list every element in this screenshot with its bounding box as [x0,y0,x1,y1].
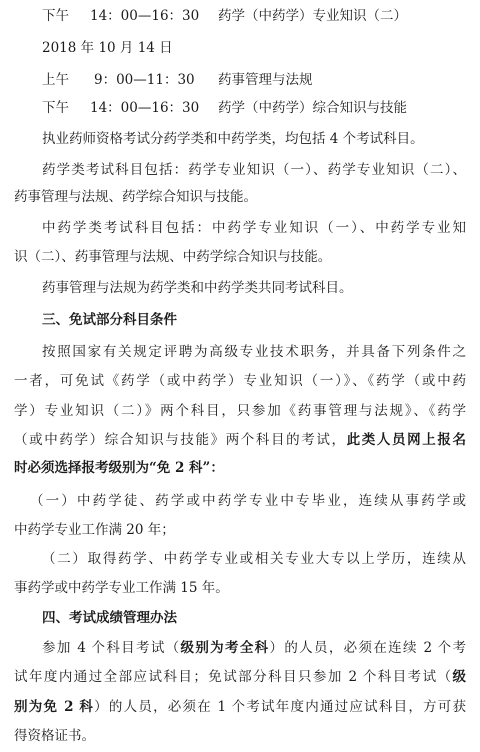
inline-bold-text: 级别为考全科 [180,640,270,656]
paragraph-line: 识（二）、药事管理与法规、中药学综合知识与技能。 [14,249,332,265]
schedule-row [0,70,480,90]
paragraph-line: 一者，可免试《药学（或中药学）专业知识（一）》、《药学（或中药 [14,373,466,389]
inline-text: ）的人员，必须在连续 2 个考 [269,640,467,656]
paragraph-line: 药事管理与法规为药学类和中药学类共同考试科目。 [42,280,353,296]
paragraph-line: 药事管理与法规、药学综合知识与技能。 [14,189,257,205]
list-item-line: （一）中药学徒、药学或中药学专业中专毕业，连续从事药学或 [30,493,466,509]
paragraph-line: 得资格证书。 [14,728,95,744]
paragraph-line: 执业药师资格考试分药学类和中药学类，均包括 4 个考试科目。 [42,131,424,147]
inline-text: 试年度内通过全部应试科目；免试部分科目只参加 2 个科目考试（ [14,669,453,685]
inline-text: ）的人员，必须在 1 个考试年度内通过应试科目，方可获 [94,699,466,715]
schedule-subject: 药事管理与法规 [218,72,313,88]
schedule-date-row [0,38,480,58]
inline-text: （或中药学）综合知识与技能》两个科目的考试， [14,432,347,448]
list-item-line: 中药学专业工作满 20 年； [14,522,175,538]
list-item-line: （二）取得药学、中药学专业或相关专业大专以上学历，连续从 [42,551,466,567]
schedule-row [0,6,480,26]
inline-text: 参加 4 个科目考试（ [42,640,181,656]
paragraph-line-bold: 时必须选择报考级别为“免 2 科”： [14,460,224,476]
schedule-date: 2018 年 10 月 14 日 [42,40,173,56]
schedule-time: 14：00—16：30 [90,8,200,24]
paragraph-line: 药学类考试科目包括：药学专业知识（一）、药学专业知识（二）、 [42,162,466,178]
section-heading: 三、免试部分科目条件 [42,312,177,328]
section-heading: 四、考试成绩管理办法 [42,610,177,626]
schedule-subject: 药学（中药学）综合知识与技能 [218,100,407,116]
paragraph-line [14,697,466,717]
paragraph-line [14,430,466,450]
schedule-row [0,98,480,118]
paragraph-line [42,638,466,658]
inline-bold-text: 级 [452,669,466,685]
inline-bold-text: 别为免 2 科 [14,699,95,715]
schedule-period: 下午 [42,8,69,24]
paragraph-line: 学）专业知识（二）》两个科目，只参加《药事管理与法规》、《药学 [14,403,466,419]
inline-bold-text: 此类人员网上报名 [346,432,467,448]
schedule-time: 9：00—11：30 [94,72,195,88]
schedule-period: 上午 [42,72,69,88]
schedule-period: 下午 [42,100,69,116]
paragraph-line: 按照国家有关规定评聘为高级专业技术职务，并具备下列条件之 [42,344,466,360]
paragraph-line: 中药学类考试科目包括：中药学专业知识（一）、中药学专业知 [42,220,466,236]
schedule-time: 14：00—16：30 [90,100,200,116]
paragraph-line [14,667,466,687]
schedule-subject: 药学（中药学）专业知识（二） [218,8,407,24]
list-item-line: 事药学或中药学专业工作满 15 年。 [14,580,229,596]
